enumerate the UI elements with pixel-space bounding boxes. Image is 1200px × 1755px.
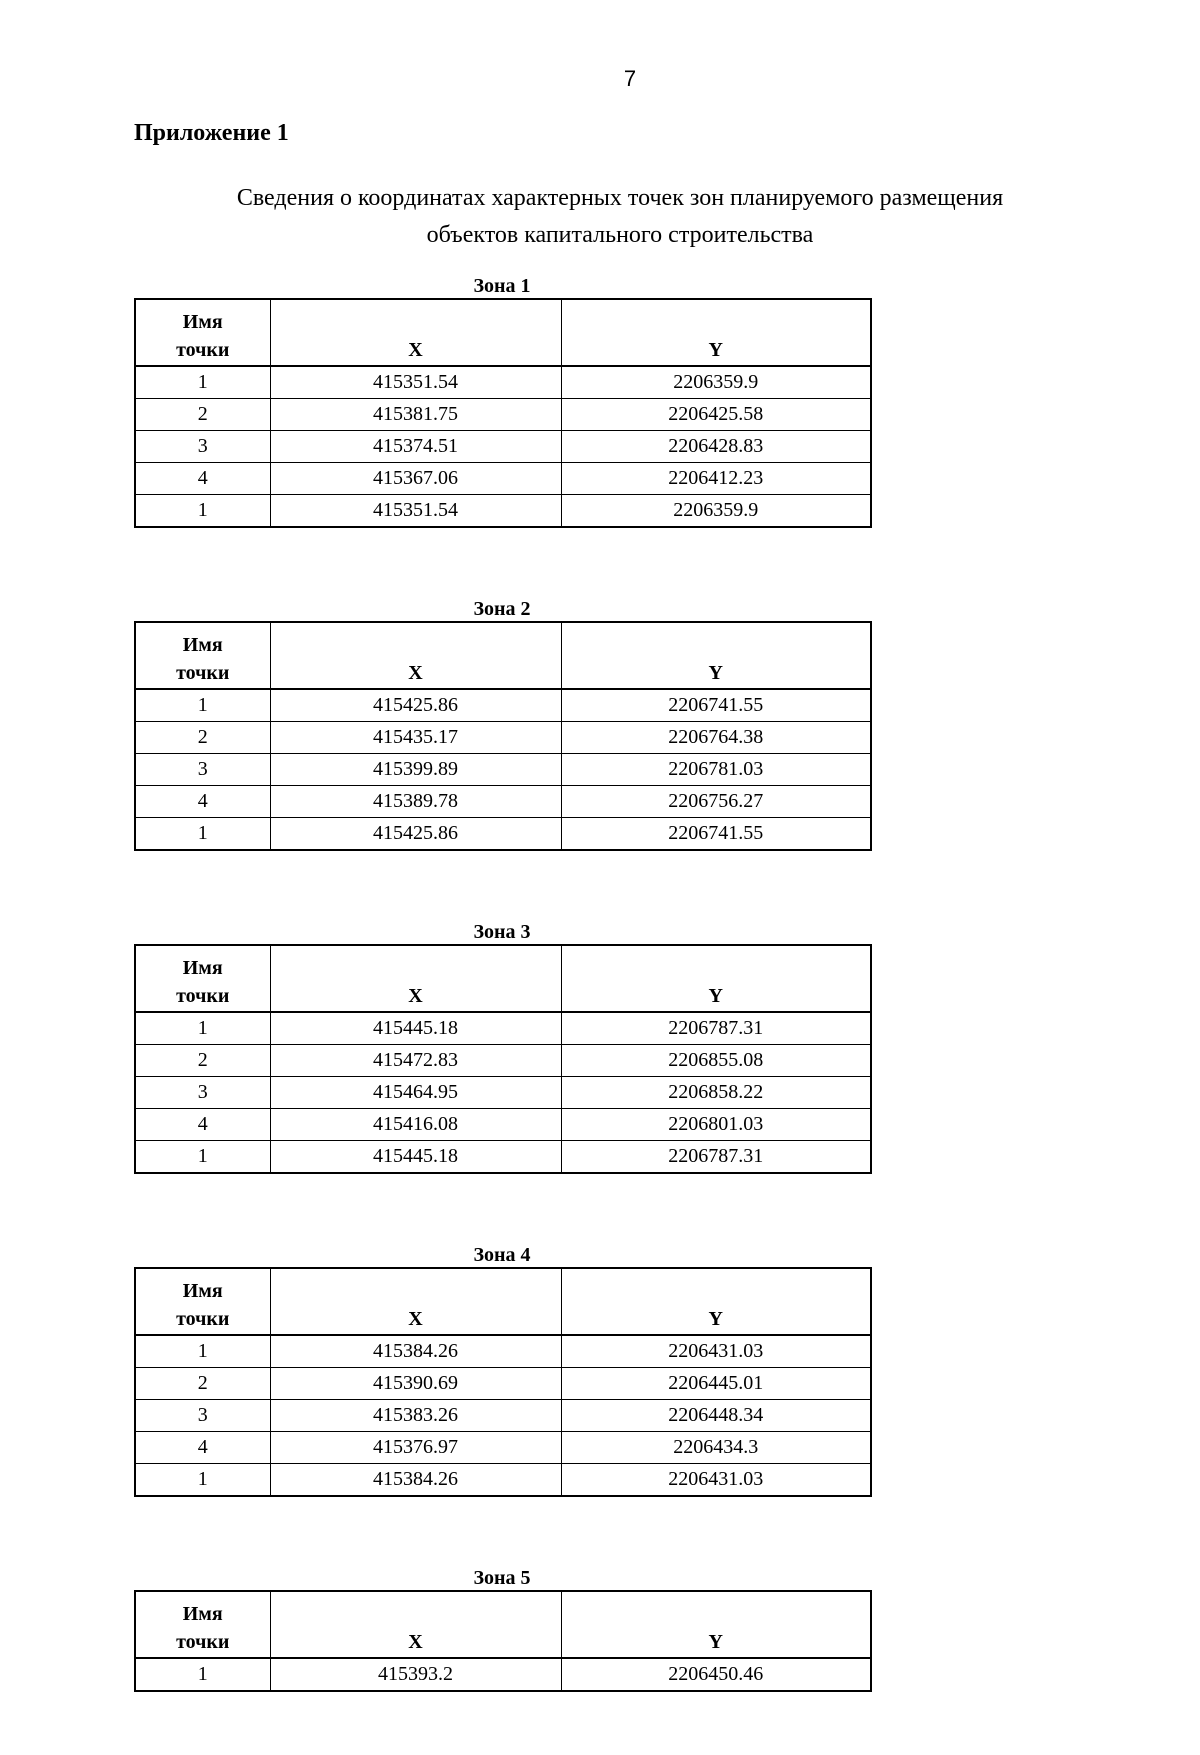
document-heading xyxy=(120,180,1120,254)
coordinates-table xyxy=(134,1590,872,1692)
cell-y: 2206428.83 xyxy=(561,431,871,463)
zone-section xyxy=(134,268,870,528)
table-header-row xyxy=(135,1591,871,1658)
cell-point-name: 1 xyxy=(135,1141,270,1174)
cell-x: 415376.97 xyxy=(270,1432,561,1464)
coordinates-table xyxy=(134,944,872,1174)
cell-x: 415393.2 xyxy=(270,1658,561,1691)
cell-y: 2206764.38 xyxy=(561,722,871,754)
table-row xyxy=(135,754,871,786)
table-row xyxy=(135,1658,871,1691)
cell-x: 415389.78 xyxy=(270,786,561,818)
table-header-row xyxy=(135,1268,871,1335)
header-point-name xyxy=(135,299,270,366)
cell-y: 2206741.55 xyxy=(561,818,871,851)
cell-y: 2206787.31 xyxy=(561,1012,871,1045)
coordinates-table xyxy=(134,621,872,851)
heading-line-1: Сведения о координатах характерных точек зон планируемого размещения xyxy=(236,185,1004,211)
header-point-name-line-2: точки xyxy=(176,1631,230,1653)
table-row xyxy=(135,786,871,818)
cell-point-name: 1 xyxy=(135,818,270,851)
cell-x: 415367.06 xyxy=(270,463,561,495)
cell-y: 2206431.03 xyxy=(561,1464,871,1497)
table-row xyxy=(135,818,871,851)
header-point-name-line-1: Имя xyxy=(182,311,223,333)
header-x: X xyxy=(270,1268,561,1335)
cell-point-name: 2 xyxy=(135,399,270,431)
cell-x: 415384.26 xyxy=(270,1335,561,1368)
cell-point-name: 4 xyxy=(135,1109,270,1141)
table-row xyxy=(135,366,871,399)
header-point-name-line-1: Имя xyxy=(182,1603,223,1625)
cell-point-name: 1 xyxy=(135,689,270,722)
header-point-name-line-2: точки xyxy=(176,985,230,1007)
cell-y: 2206412.23 xyxy=(561,463,871,495)
page-number: 7 xyxy=(623,66,637,91)
table-row xyxy=(135,722,871,754)
table-row xyxy=(135,1464,871,1497)
cell-x: 415351.54 xyxy=(270,366,561,399)
header-point-name xyxy=(135,945,270,1012)
cell-x: 415464.95 xyxy=(270,1077,561,1109)
cell-point-name: 1 xyxy=(135,366,270,399)
cell-y: 2206450.46 xyxy=(561,1658,871,1691)
cell-y: 2206359.9 xyxy=(561,366,871,399)
zone-title: Зона 4 xyxy=(473,1244,531,1266)
header-y: Y xyxy=(561,299,871,366)
cell-x: 415425.86 xyxy=(270,818,561,851)
cell-x: 415384.26 xyxy=(270,1464,561,1497)
cell-point-name: 2 xyxy=(135,1368,270,1400)
zone-section xyxy=(134,1560,870,1692)
cell-x: 415435.17 xyxy=(270,722,561,754)
coordinates-table xyxy=(134,1267,872,1497)
table-row xyxy=(135,1335,871,1368)
cell-y: 2206781.03 xyxy=(561,754,871,786)
table-row xyxy=(135,1432,871,1464)
zone-section xyxy=(134,914,870,1174)
cell-point-name: 4 xyxy=(135,786,270,818)
heading-line-2: объектов капитального строительства xyxy=(426,222,814,248)
header-point-name-line-1: Имя xyxy=(182,1280,223,1302)
coordinates-table xyxy=(134,298,872,528)
cell-x: 415381.75 xyxy=(270,399,561,431)
cell-x: 415351.54 xyxy=(270,495,561,528)
cell-x: 415416.08 xyxy=(270,1109,561,1141)
table-header-row xyxy=(135,945,871,1012)
cell-y: 2206445.01 xyxy=(561,1368,871,1400)
cell-x: 415383.26 xyxy=(270,1400,561,1432)
header-y: Y xyxy=(561,1591,871,1658)
table-row xyxy=(135,431,871,463)
table-row xyxy=(135,689,871,722)
zones-container xyxy=(134,268,870,1755)
header-x: X xyxy=(270,945,561,1012)
header-point-name xyxy=(135,622,270,689)
header-x: X xyxy=(270,1591,561,1658)
appendix-title: Приложение 1 xyxy=(134,120,289,146)
cell-point-name: 4 xyxy=(135,1432,270,1464)
table-row xyxy=(135,1012,871,1045)
cell-point-name: 1 xyxy=(135,1658,270,1691)
cell-point-name: 3 xyxy=(135,754,270,786)
header-y: Y xyxy=(561,622,871,689)
cell-point-name: 4 xyxy=(135,463,270,495)
header-x: X xyxy=(270,622,561,689)
cell-x: 415425.86 xyxy=(270,689,561,722)
cell-y: 2206434.3 xyxy=(561,1432,871,1464)
zone-section xyxy=(134,591,870,851)
cell-y: 2206431.03 xyxy=(561,1335,871,1368)
header-y: Y xyxy=(561,945,871,1012)
cell-y: 2206359.9 xyxy=(561,495,871,528)
cell-point-name: 3 xyxy=(135,1077,270,1109)
cell-point-name: 1 xyxy=(135,1335,270,1368)
table-row xyxy=(135,463,871,495)
cell-y: 2206741.55 xyxy=(561,689,871,722)
table-row xyxy=(135,495,871,528)
header-point-name xyxy=(135,1591,270,1658)
header-point-name-line-1: Имя xyxy=(182,957,223,979)
cell-x: 415472.83 xyxy=(270,1045,561,1077)
cell-y: 2206448.34 xyxy=(561,1400,871,1432)
table-row xyxy=(135,399,871,431)
table-header-row xyxy=(135,299,871,366)
cell-x: 415399.89 xyxy=(270,754,561,786)
header-point-name-line-2: точки xyxy=(176,339,230,361)
header-point-name-line-2: точки xyxy=(176,1308,230,1330)
cell-y: 2206756.27 xyxy=(561,786,871,818)
header-point-name-line-1: Имя xyxy=(182,634,223,656)
table-header-row xyxy=(135,622,871,689)
zone-title: Зона 5 xyxy=(473,1567,531,1589)
header-point-name-line-2: точки xyxy=(176,662,230,684)
header-x: X xyxy=(270,299,561,366)
cell-y: 2206858.22 xyxy=(561,1077,871,1109)
table-row xyxy=(135,1368,871,1400)
cell-x: 415445.18 xyxy=(270,1141,561,1174)
cell-x: 415445.18 xyxy=(270,1012,561,1045)
cell-point-name: 2 xyxy=(135,1045,270,1077)
header-y: Y xyxy=(561,1268,871,1335)
table-row xyxy=(135,1109,871,1141)
cell-y: 2206801.03 xyxy=(561,1109,871,1141)
zone-title: Зона 3 xyxy=(473,921,531,943)
cell-point-name: 1 xyxy=(135,1012,270,1045)
table-row xyxy=(135,1141,871,1174)
cell-y: 2206425.58 xyxy=(561,399,871,431)
cell-x: 415390.69 xyxy=(270,1368,561,1400)
table-row xyxy=(135,1400,871,1432)
cell-point-name: 2 xyxy=(135,722,270,754)
zone-section xyxy=(134,1237,870,1497)
cell-point-name: 1 xyxy=(135,1464,270,1497)
zone-title: Зона 2 xyxy=(473,598,531,620)
cell-point-name: 3 xyxy=(135,431,270,463)
table-row xyxy=(135,1077,871,1109)
zone-title: Зона 1 xyxy=(473,275,531,297)
cell-x: 415374.51 xyxy=(270,431,561,463)
cell-y: 2206855.08 xyxy=(561,1045,871,1077)
table-row xyxy=(135,1045,871,1077)
cell-point-name: 3 xyxy=(135,1400,270,1432)
header-point-name xyxy=(135,1268,270,1335)
cell-y: 2206787.31 xyxy=(561,1141,871,1174)
cell-point-name: 1 xyxy=(135,495,270,528)
